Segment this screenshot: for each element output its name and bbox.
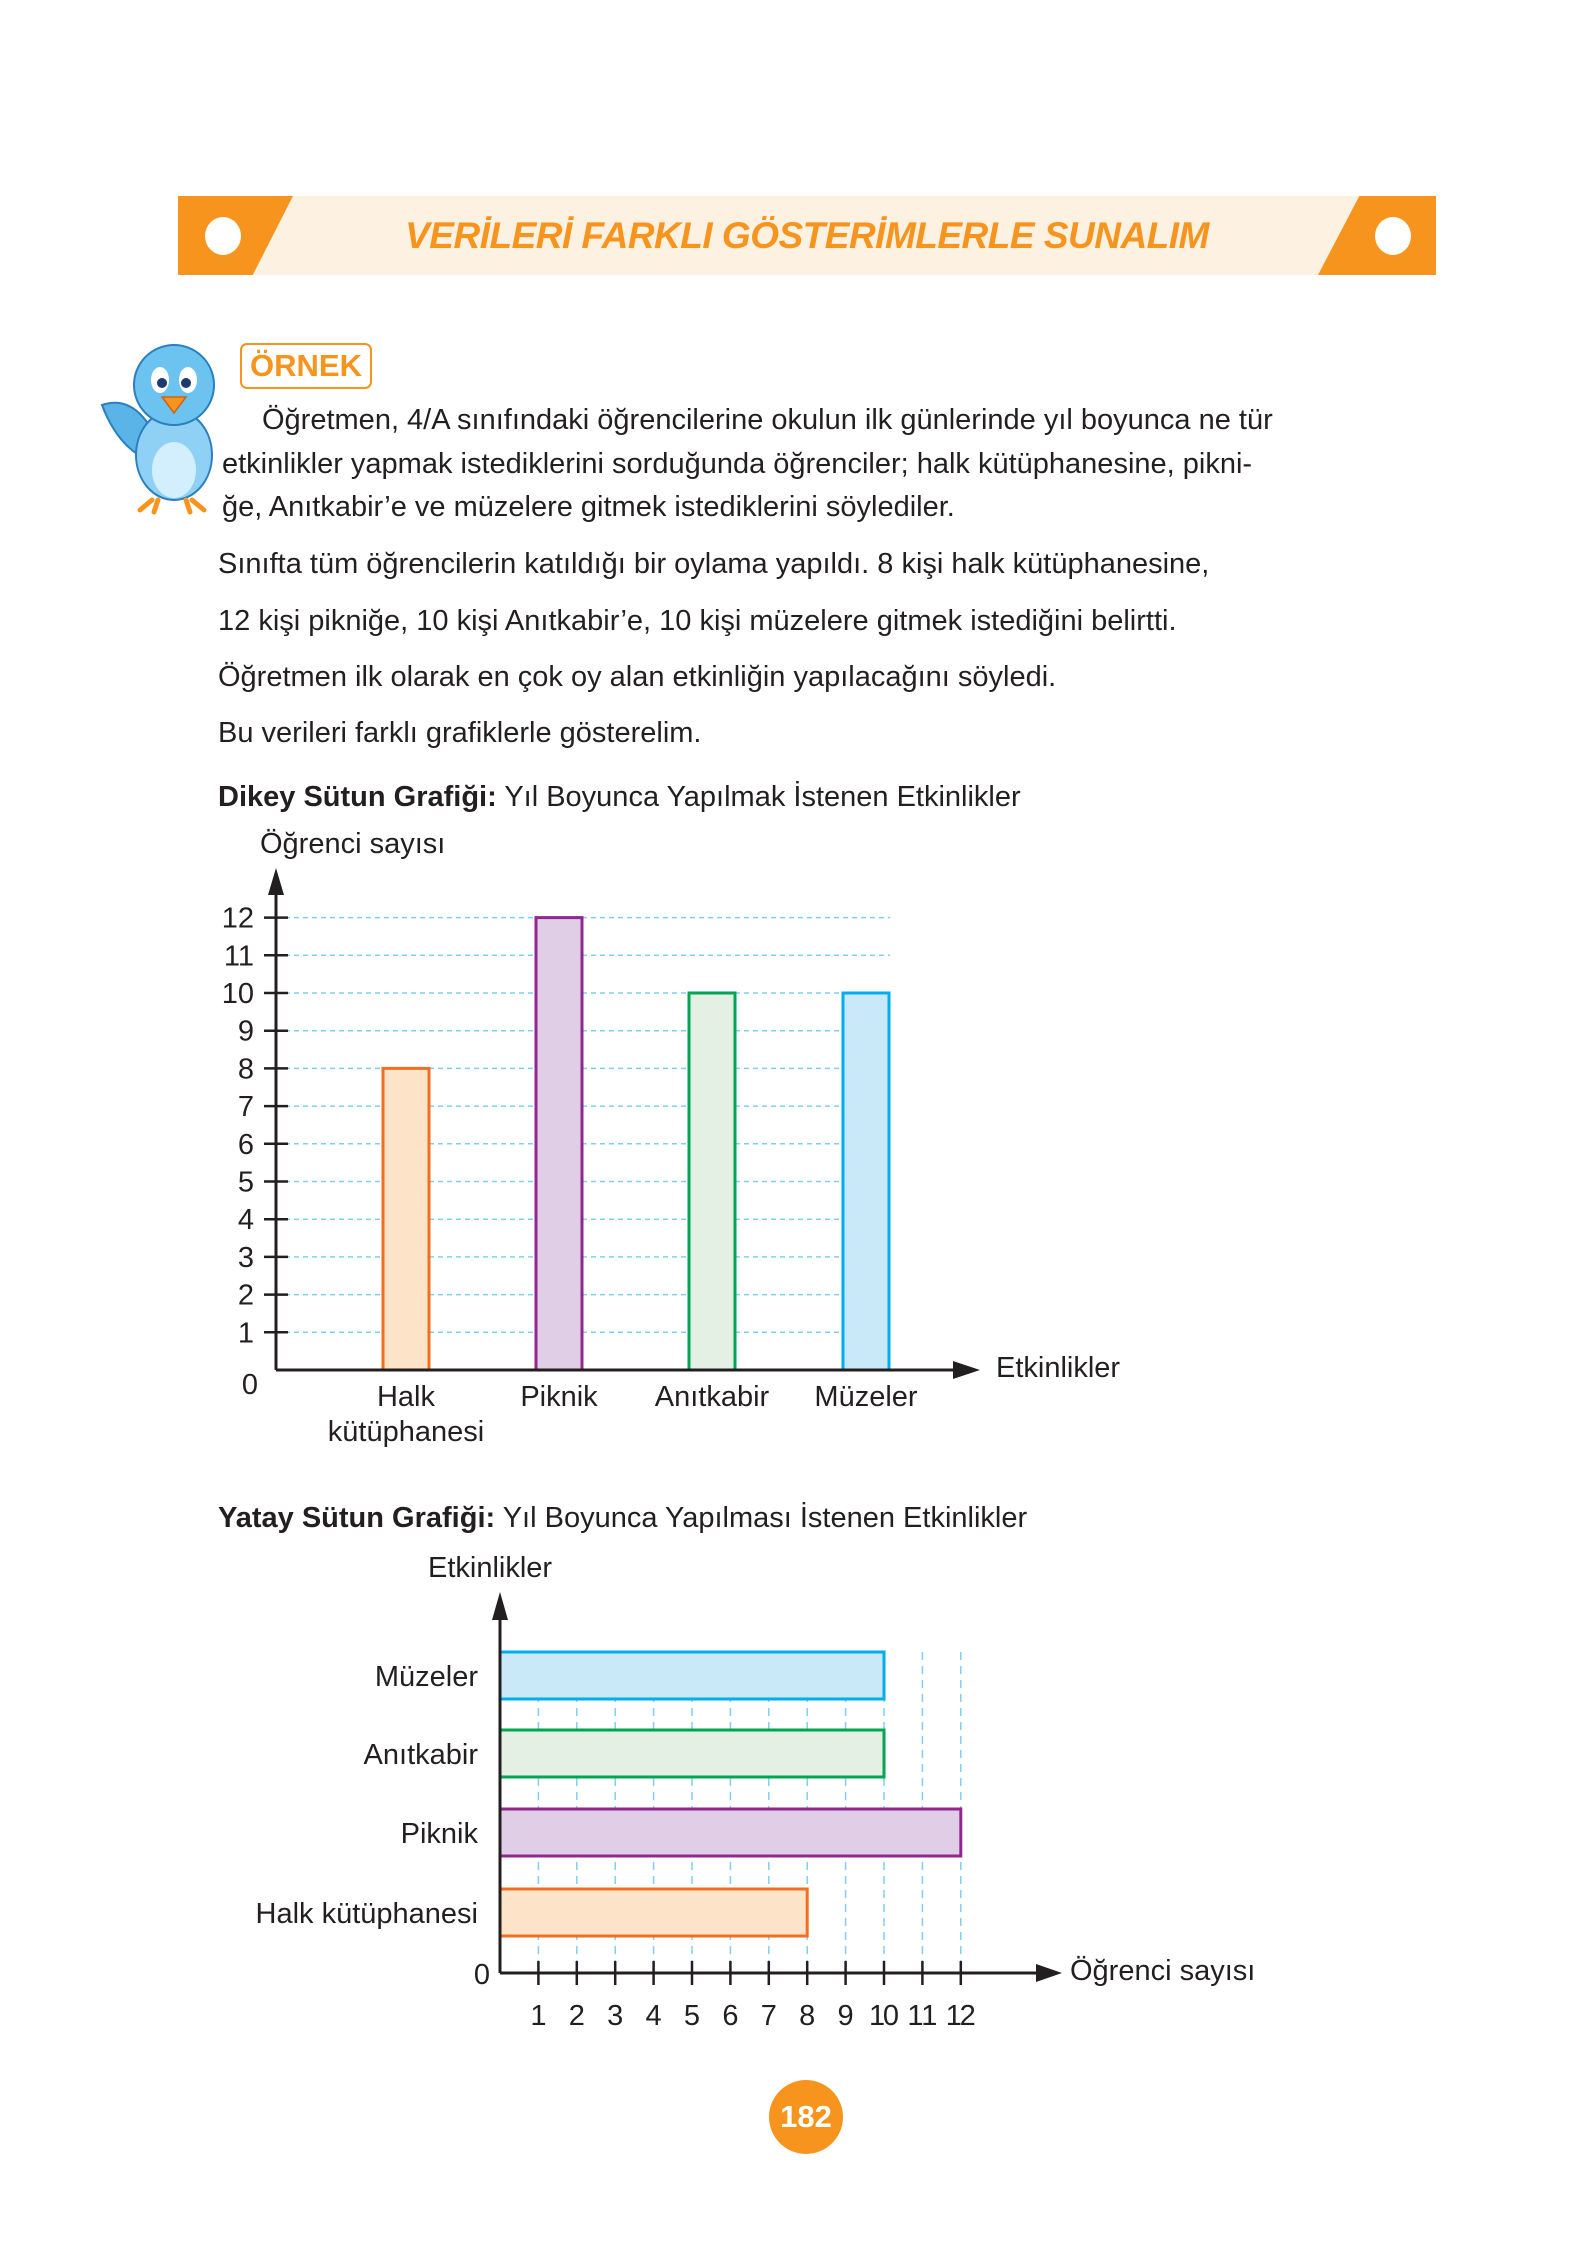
horizontal-chart-x-label: Öğrenci sayısı (1070, 1955, 1256, 1987)
y-tick-label: 8 (237, 1053, 254, 1086)
y-tick-label: 6 (237, 1128, 254, 1161)
x-tick-label: 3 (607, 2000, 624, 2032)
y-category-label: Müzeler (374, 1661, 478, 1693)
example-badge: ÖRNEK (240, 343, 372, 389)
x-tick-label: 10 (869, 2000, 899, 2032)
x-tick-label: 0 (473, 1959, 490, 1991)
y-tick-label: 10 (221, 978, 254, 1010)
paragraph-line: Öğretmen, 4/A sınıfındaki öğrencilerine okulun ilk günlerinde yıl boyunca ne tür (262, 404, 1273, 436)
x-axis-arrow-icon (1036, 1964, 1062, 1982)
y-tick-label: 11 (223, 940, 254, 973)
section-title: VERİLERİ FARKLI GÖSTERİMLERLE SUNALIM (405, 215, 1209, 256)
bar-müzeler (843, 993, 889, 1370)
vertical-chart-title-text: Yıl Boyunca Yapılmak İstenen Etkinlikler (504, 781, 1021, 813)
x-tick-label: 4 (645, 2000, 662, 2032)
bar-piknik (536, 918, 582, 1370)
y-tick-label: 9 (237, 1015, 254, 1048)
y-tick-label: 2 (237, 1279, 254, 1312)
y-tick-label: 12 (221, 902, 254, 935)
paragraph-line: Sınıfta tüm öğrencilerin katıldığı bir oylama yapıldı. 8 kişi halk kütüphanesine, (218, 548, 1210, 580)
y-tick-label: 1 (237, 1317, 254, 1350)
x-tick-label: 9 (837, 2000, 854, 2032)
x-tick-label: 8 (799, 2000, 816, 2032)
bar-anıtkabir (689, 993, 735, 1370)
x-tick-label: 5 (683, 2000, 701, 2032)
x-tick-label: 11 (907, 2000, 938, 2032)
y-axis-arrow-icon (492, 1592, 508, 1620)
y-axis-arrow-icon (268, 868, 284, 895)
x-tick-label: 1 (530, 2000, 547, 2032)
x-category-label: Müzeler (814, 1381, 918, 1413)
y-tick-label: 3 (237, 1241, 254, 1274)
x-category-label: Anıtkabir (654, 1381, 770, 1413)
paragraph-line: Bu verileri farklı grafiklerle gösterelim. (218, 717, 702, 749)
vertical-chart-title-bold: Dikey Sütun Grafiği: (218, 781, 497, 813)
page-number: 182 (769, 2080, 843, 2154)
y-category-label: Piknik (400, 1818, 478, 1850)
paragraph-line: Öğretmen ilk olarak en çok oy alan etkinliğin yapılacağını söyledi. (218, 661, 1057, 693)
paragraph-line: ğe, Anıtkabir’e ve müzelere gitmek istediklerini söylediler. (222, 491, 955, 523)
y-tick-label: 4 (237, 1204, 254, 1237)
x-tick-label: 6 (722, 2000, 739, 2032)
vertical-chart-x-label: Etkinlikler (996, 1352, 1121, 1384)
paragraph-line: 12 kişi pikniğe, 10 kişi Anıtkabir’e, 10 kişi müzelere gitmek istediğini belirtti. (218, 605, 1177, 637)
x-tick-label: 2 (568, 2000, 585, 2032)
x-axis-arrow-icon (953, 1361, 980, 1379)
y-category-label: Halk kütüphanesi (255, 1898, 478, 1930)
bar-piknik (500, 1809, 961, 1856)
horizontal-chart-y-label: Etkinlikler (428, 1552, 553, 1584)
y-tick-label: 0 (241, 1369, 258, 1401)
x-category-label: kütüphanesi (327, 1416, 485, 1448)
bar-anıtkabir (500, 1730, 884, 1777)
bar-halk-kütüphanesi (383, 1068, 429, 1370)
y-tick-label: 7 (237, 1091, 254, 1124)
x-category-label: Piknik (520, 1381, 598, 1413)
y-tick-label: 5 (237, 1166, 254, 1199)
vertical-chart-y-label: Öğrenci sayısı (260, 828, 446, 860)
x-tick-label: 7 (760, 2000, 777, 2032)
bar-müzeler (500, 1652, 884, 1699)
bar-halk-kütüphanesi (500, 1889, 807, 1936)
x-category-label: Halk (376, 1381, 436, 1413)
horizontal-chart-title-text: Yıl Boyunca Yapılması İstenen Etkinlikler (502, 1502, 1028, 1534)
y-category-label: Anıtkabir (363, 1739, 478, 1771)
paragraph-line: etkinlikler yapmak istediklerini sorduğunda öğrenciler; halk kütüphanesine, pikni- (222, 448, 1253, 480)
x-tick-label: 12 (945, 2000, 976, 2032)
horizontal-chart-title-bold: Yatay Sütun Grafiği: (218, 1502, 496, 1534)
